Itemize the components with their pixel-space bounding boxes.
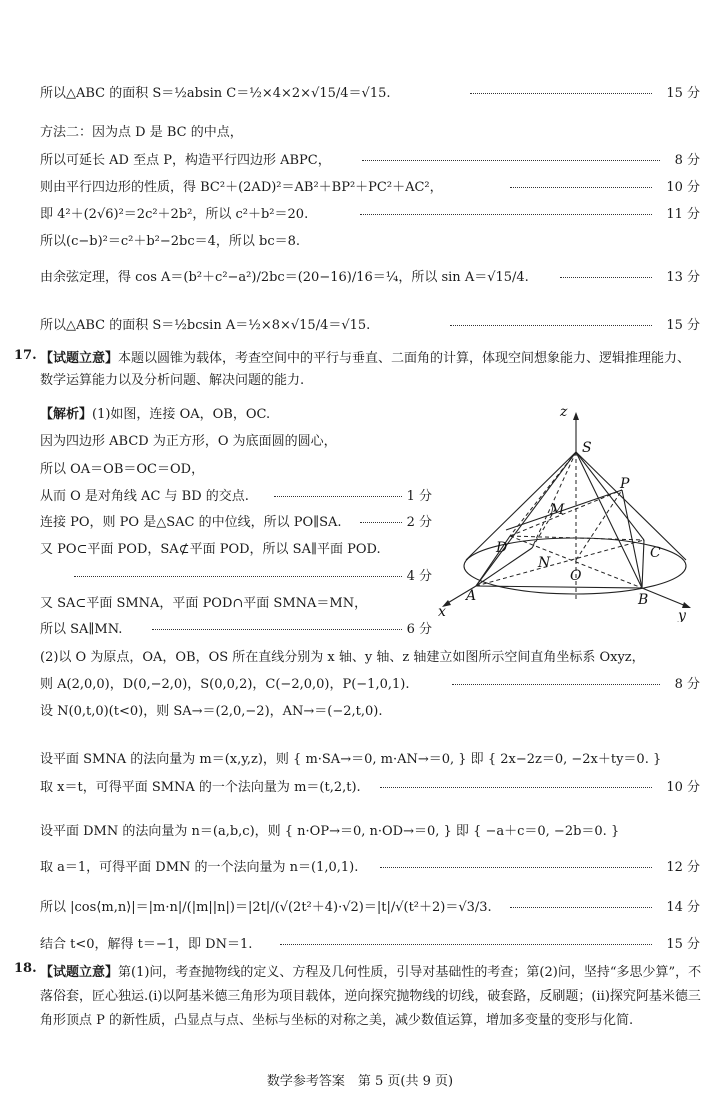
question-intent [40,961,702,1033]
analysis-line: 所以 OA＝OB＝OC＝OD， [40,462,205,477]
score: 2 分 [406,515,432,530]
leader-dots [360,214,652,215]
score: 8 分 [674,153,700,168]
leader-dots [450,325,652,326]
label-S: S [582,440,592,456]
line-text: 取 x＝t，可得平面 SMNA 的一个法向量为 m＝(t,2,t). [40,780,361,795]
leader-dots [74,576,402,577]
line-text: 所以 SA∥MN. [40,622,123,637]
label-N: N [538,555,551,571]
intent-text: 本题以圆锥为载体，考查空间中的平行与垂直、二面角的计算，体现空间想象能力、逻辑推理能力、数学运算能力以及分析问题、解决问题的能力. [40,351,691,388]
analysis-line [40,513,432,533]
score: 15 分 [666,318,700,333]
leader-dots [152,629,402,630]
solution-line [40,151,700,171]
edge-SB [576,452,642,588]
edge-SA [476,452,576,586]
analysis-line [40,620,432,640]
label-x: x [438,604,446,620]
leader-dots [380,787,652,788]
question-number: 18. [14,961,37,976]
solution-line: 所以(c−b)²＝c²＋b²−2bc＝4，所以 bc＝8. [40,234,301,249]
score: 10 分 [666,780,700,795]
intent-tag: 【试题立意】 [40,351,119,366]
solution-line [40,205,700,225]
analysis-line [40,567,432,587]
leader-dots [362,160,660,161]
line-text: 所以△ABC 的面积 S＝½bcsin A＝½×8×√15/4＝√15. [40,318,371,333]
solution-line [40,316,700,336]
solution-line [40,675,700,695]
label-M: M [550,502,565,518]
leader-dots [274,496,402,497]
leader-dots [470,93,652,94]
score: 15 分 [666,86,700,101]
score: 12 分 [666,860,700,875]
score: 13 分 [666,270,700,285]
solution-line [40,898,700,918]
score: 10 分 [666,180,700,195]
label-O: O [570,568,582,584]
solution-line [40,268,700,288]
leader-dots [510,907,652,908]
leader-dots [360,522,402,523]
solution-line [40,84,700,104]
score: 14 分 [666,900,700,915]
solution-line [40,778,700,798]
score: 15 分 [666,937,700,952]
cone-side-right [576,452,686,560]
line-text: 即 4²＋(2√6)²＝2c²＋2b²，所以 c²＋b²＝20. [40,207,309,222]
line-text: 连接 PO，则 PO 是△SAC 的中位线，所以 PO∥SA. [40,515,342,530]
label-B: B [638,592,649,608]
label-D: D [496,540,508,556]
z-axis-arrow [573,412,579,420]
intent-tag: 【试题立意】 [40,965,119,980]
line-text: 所以△ABC 的面积 S＝½absin C＝½×4×2×√15/4＝√15. [40,86,391,101]
line-text: (1)如图，连接 OA，OB，OC. [92,407,271,422]
solution-line: 设 N(0,t,0)(t<0)，则 SA→＝(2,0,−2)，AN→＝(−2,t,0). [40,704,383,719]
leader-dots [380,867,652,868]
solution-line: 设平面 SMNA 的法向量为 m＝(x,y,z)，则 { m·SA→＝0, m·AN→＝0, } 即 { 2x−2z＝0, −2x＋ty＝0. } [40,752,662,767]
intent-text: 第(1)问，考查抛物线的定义、方程及几何性质，引导对基础性的考查；第(2)问，坚持“多思少算”，不落俗套，匠心独运.(i)以阿基米德三角形为项目载体，逆向探究抛物线的切线，破套路，反刷题；(ii)探究阿基米德三角形顶点 P 的新性质，凸显点与点、坐标与坐标的对称之美，减少数值运算，增加多变量的变形与化简. [40,965,702,1028]
label-C: C [650,545,661,561]
score: 8 分 [674,677,700,692]
line-text: 所以可延长 AD 至点 P，构造平行四边形 ABPC， [40,153,331,168]
score: 1 分 [406,489,432,504]
label-A: A [466,588,477,604]
leader-dots [452,684,660,685]
line-SN [532,452,576,548]
analysis-line [40,405,430,425]
edge-SC [576,452,644,540]
page-footer: 数学参考答案 第 5 页(共 9 页) [266,1074,454,1089]
line-text: 则 A(2,0,0)，D(0,−2,0)，S(0,0,2)，C(−2,0,0)，P(−1,0,1). [40,677,410,692]
label-y: y [678,608,686,622]
line-text: 取 a＝1，可得平面 DMN 的一个法向量为 n＝(1,0,1). [40,860,359,875]
question-number: 17. [14,348,37,363]
label-P: P [620,476,630,492]
line-text: 所以 |cos⟨m,n⟩|＝|m·n|/(|m||n|)＝|2t|/(√(2t²＋4)·√2)＝|t|/√(t²＋2)＝√3/3. [40,900,492,915]
analysis-line: 因为四边形 ABCD 为正方形，O 为底面圆的圆心， [40,434,337,449]
question-intent [40,348,702,392]
leader-dots [280,944,652,945]
leader-dots [510,187,652,188]
leader-dots [560,277,652,278]
line-text: 则由平行四边形的性质，得 BC²＋(2AD)²＝AB²＋BP²＋PC²＋AC²， [40,180,443,195]
edge-BC [642,540,644,588]
analysis-tag: 【解析】 [40,407,93,422]
solution-line [40,178,700,198]
score: 6 分 [406,622,432,637]
y-axis [642,588,686,606]
cone-figure [432,400,702,622]
score: 4 分 [406,569,432,584]
solution-line [40,858,700,878]
score: 11 分 [666,207,700,222]
analysis-line: 又 PO⊂平面 POD，SA⊄平面 POD，所以 SA∥平面 POD. [40,542,381,557]
analysis-line [40,487,432,507]
solution-line: 方法二：因为点 D 是 BC 的中点， [40,125,243,140]
solution-line [40,935,700,955]
solution-line: 设平面 DMN 的法向量为 n＝(a,b,c)，则 { n·OP→＝0, n·OD→＝0, } 即 { −a＋c＝0, −2b＝0. } [40,824,620,839]
line-text: 结合 t<0，解得 t＝−1，即 DN＝1. [40,937,253,952]
line-text: 从而 O 是对角线 AC 与 BD 的交点. [40,489,249,504]
label-z: z [560,404,568,420]
solution-line: (2)以 O 为原点，OA，OB，OS 所在直线分别为 x 轴、y 轴、z 轴建立如图所示空间直角坐标系 Oxyz， [40,650,645,665]
analysis-line: 又 SA⊂平面 SMNA，平面 POD∩平面 SMNA＝MN， [40,596,368,611]
line-text: 由余弦定理，得 cos A＝(b²＋c²−a²)/2bc＝(20−16)/16＝¼，所以 sin A＝√15/4. [40,270,529,285]
